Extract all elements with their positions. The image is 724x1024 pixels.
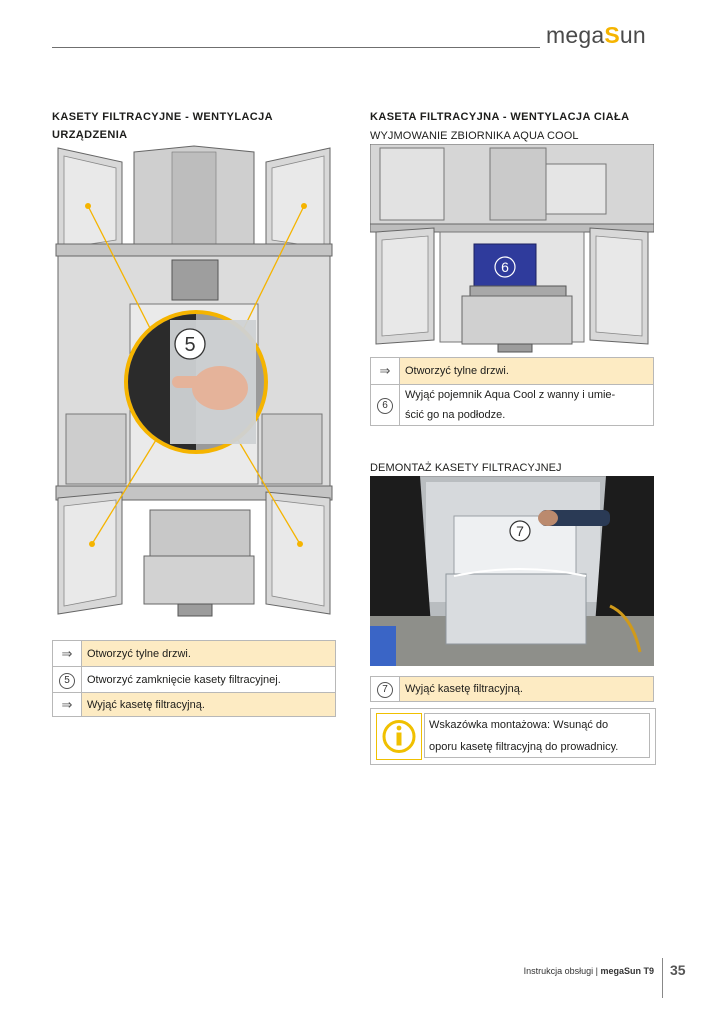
step-number-icon: 6 — [377, 398, 393, 414]
step-number-icon: 7 — [377, 682, 393, 698]
callout-7-label: 7 — [516, 523, 524, 539]
header-rule — [52, 47, 540, 48]
table-row — [371, 385, 654, 426]
tip-text-line: Wskazówka montażowa: Wsunąć do — [429, 719, 609, 731]
step-text: Wyjąć kasetę filtracyjną. — [400, 677, 654, 702]
callout-6-label: 6 — [501, 259, 509, 275]
step-text-line: ścić go na podłodze. — [405, 409, 506, 421]
filter-removal-steps-table — [370, 676, 654, 702]
brand-logo: megaSun — [546, 22, 646, 48]
info-icon — [376, 713, 422, 760]
left-section-title: KASETY FILTRACYJNE - WENTYLACJA URZĄDZENIA — [52, 111, 274, 141]
tip-text-line: oporu kasetę filtracyjną do prowadnicy. — [429, 741, 619, 753]
footer-divider — [662, 958, 663, 998]
aqua-cool-diagram — [370, 144, 654, 354]
table-row — [53, 667, 336, 693]
arrow-icon: ⇒ — [53, 641, 82, 667]
step-text-line: Wyjąć pojemnik Aqua Cool z wanny i umie- — [405, 389, 616, 401]
page-number: 35 — [670, 962, 686, 978]
filter-removal-photo — [370, 476, 654, 666]
step-text: Otworzyć tylne drzwi. — [82, 641, 336, 667]
right-subtitle-aqua-cool: WYJMOWANIE ZBIORNIKA AQUA COOL — [370, 130, 579, 142]
left-steps-table — [52, 640, 336, 717]
table-row — [371, 677, 654, 702]
step-text: Otworzyć zamknięcie kasety filtracyjnej. — [82, 667, 336, 693]
callout-5-label: 5 — [184, 334, 196, 356]
step-text: Wyjąć kasetę filtracyjną. — [82, 693, 336, 717]
aqua-cool-steps-table — [370, 357, 654, 426]
footer-text: Instrukcja obsługi | megaSun T9 — [523, 966, 654, 976]
arrow-icon: ⇒ — [53, 693, 82, 717]
step-text: Otworzyć tylne drzwi. — [400, 358, 654, 385]
right-subtitle-filter-removal: DEMONTAŻ KASETY FILTRACYJNEJ — [370, 462, 562, 474]
right-section-title: KASETA FILTRACYJNA - WENTYLACJA CIAŁA — [370, 111, 630, 123]
table-row — [53, 641, 336, 667]
solarium-back-diagram — [52, 144, 336, 622]
arrow-icon: ⇒ — [371, 358, 400, 385]
step-number-icon: 5 — [59, 673, 75, 689]
assembly-tip-box — [370, 708, 656, 765]
table-row — [53, 693, 336, 717]
table-row — [371, 358, 654, 385]
